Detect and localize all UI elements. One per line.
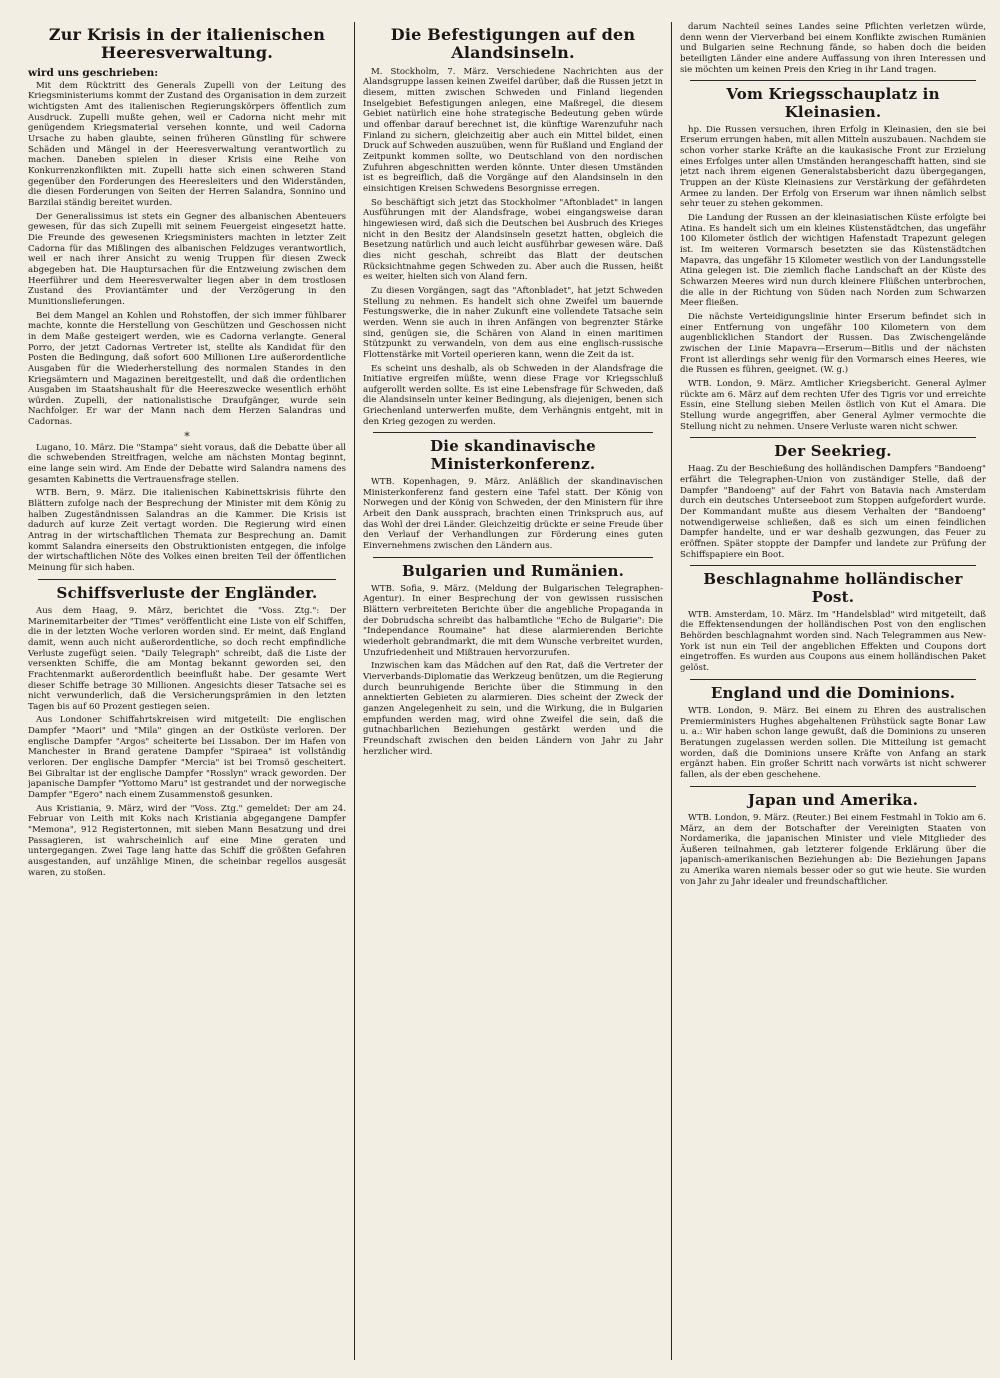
subline: wird uns geschrieben: <box>28 66 159 79</box>
article-paragraph: WTB. Sofia, 9. März. (Meldung der Bulgarischen Telegraphen-Agentur). In einer Besprechung der von gewissen russischen Blättern verbreiteten Berichte über die angebliche Propaganda in der Dobrudscha schreibt das halbamtliche "Echo de Bulgarie": Die "Independance Roumaine" hat diese alarmierenden Berichte wiederholt gebrandmarkt, die mit dem Wunsche verbreitet wurden, Unzufriedenheit und Mißtrauen hervorzurufen. <box>363 583 663 658</box>
article-paragraph: WTB. Bern, 9. März. Die italienischen Kabinettskrisis führte den Blättern zufolge nach der Besprechung der Minister mit dem König zu halben Zugeständnissen Salandras an die Kammer. Die Krisis ist dadurch auf kurze Zeit vertagt worden. Die Regierung wird einen Antrag in der wirtschaftlichen Themata zur Besprechung an. Damit kommt Salandra einerseits den Obstruktionisten entgegen, die infolge der wirtschaftlichen Nöte des Volkes einen breiten Teil der öffentlichen Meinung für sich haben. <box>28 488 346 573</box>
article-paragraph: darum Nachteil seines Landes seine Pflichten verletzen würde, denn wenn der Vierverband bei einem Konflikte zwischen Rumänien und Bulgarien seine Rechnung fände, so haben doch die beiden beteiligten Länder eine andere Auffassung von ihren Interessen und sie möchten um keinen Preis den Krieg in ihr Land tragen. <box>680 22 986 75</box>
divider <box>373 557 653 558</box>
article-paragraph: Mit dem Rücktritt des Generals Zupelli von der Leitung des Kriegsministeriums kommt der Zustand des Organisation in dem zurzeit wichtigsten Amt des italienischen Regierungskörpers öffentlich zum Ausdruck. Zupelli mußte gehen, weil er Cadorna nicht mehr mit genügendem Kriegsmaterial versehen konnte, und weil Cadorna Ursache zu haben glaubte, seinen früheren Günstling für schwere Schäden und Mängel in der Heeresverwaltung verantwortlich zu machen. Daneben spielen in dieser Krisis eine Reihe von Konkurrenzkonflikten mit. Zupelli hatte sich einen schweren Stand gegenüber den Forderungen des Heeresleiters und den Widerständen, die diesen Forderungen von Seiten der Herren Salandra, Sonnino und Barzilai ständig bereitet wurden. <box>28 80 346 208</box>
article-paragraph: Aus Kristiania, 9. März, wird der "Voss. Ztg." gemeldet: Der am 24. Februar von Leith mit Koks nach Kristiania abgegangene Dampfer "Memona", 912 Registertonnen, mit sieben Mann Besatzung und drei Passagieren, ist wahrscheinlich auf eine Mine geraten und untergegangen. Zwei Tage lang hatte das Schiff die größten Gefahren ausgestanden, auf unzählige Minen, die scheinbar regellos ausgesät waren, zu stoßen. <box>28 803 346 878</box>
headline-ship-losses: Schiffsverluste der Engländer. <box>56 583 318 602</box>
article-paragraph: Aus dem Haag, 9. März, berichtet die "Voss. Ztg.": Der Marinemitarbeiter der "Times" veröffentlicht eine Liste von elf Schiffen, die in der letzten Woche verloren worden sind. Er meint, daß England damit, wenn auch nicht außerordentliche, so doch recht empfindliche Verluste zugefügt seien. "Daily Telegraph" schreibt, daß die Liste der versenkten Schiffe, die am Montag bekannt geworden sei, den Frachtenmarkt außerordentlich beeinflußt habe. Der gesamte Wert dieser Schiffe betrage 30 Millionen. Angesichts dieser Tatsache sei es nicht verwunderlich, daß die Versicherungsprämien in den letzten Tagen bis auf 60 Prozent gestiegen seien. <box>28 605 346 712</box>
headline-scandinavian-conference: Die skandinavische Ministerkonferenz. <box>430 437 596 473</box>
article-paragraph: Bei dem Mangel an Kohlen und Rohstoffen, der sich immer fühlbarer machte, konnte die Herstellung von Geschützen und Geschossen nicht in dem Maße gesteigert werden, wie es Cadorna verlangte. General Porro, der jetzt Cadornas Vertreter ist, stellte als Kandidat für den Posten die Bedingung, daß sofort 600 Millionen Lire außerordentliche Ausgaben für die Wiederherstellung des normalen Standes in den Kriegsämtern und Magazinen bereitgestellt, und daß die ordentlichen Ausgaben im Staatshaushalt für die Heereszwecke wesentlich erhöht würden. Zupelli, der nationalistische Draufgänger, wurde sein Nachfolger. Er war der Mann nach dem Herzen Salandras und Cadornas. <box>28 310 346 428</box>
headline-japan-america: Japan und Amerika. <box>747 790 919 809</box>
column-grid <box>28 22 986 1360</box>
divider <box>690 437 976 438</box>
headline-aland-fortifications: Die Befestigungen auf den Alandsinseln. <box>390 25 636 63</box>
headline-naval-war: Der Seekrieg. <box>774 442 892 461</box>
headline-asia-minor: Vom Kriegsschauplatz in Kleinasien. <box>726 85 940 121</box>
column-right <box>680 22 986 1360</box>
headline-dutch-mail: Beschlagnahme holländischer Post. <box>703 570 963 606</box>
article-paragraph: Der Generalissimus ist stets ein Gegner des albanischen Abenteuers gewesen, für das sich Zupelli mit seinem Feuergeist eingesetzt hatte. Die Freunde des gewesenen Kriegsministers machten in letzter Zeit Cadorna für das Mißlingen des albanischen Feldzuges verantwortlich, weil er nach ihrer Ansicht zu wenig Truppen für diesen Zweck abgegeben hat. Die Hauptursachen für die Entzweiung zwischen dem Heerführer und dem Heeresverwalter liegen aber in dem trostlosen Zustand des Proviantämter und der Verzögerung in den Munitionslieferungen. <box>28 211 346 307</box>
article-paragraph: Die Landung der Russen an der kleinasiatischen Küste erfolgte bei Atina. Es handelt sich um ein kleines Küstenstädtchen, das ungefähr 100 Kilometer östlich der wichtigen Hafenstadt Trapezunt gelegen ist. Im weiteren Vormarsch besetzten sie das Küstenstädtchen Mapavra, das ungefähr 15 Kilometer westlich von der Landungsstelle Atina gelegen ist. Die ziemlich flache Landschaft an der Küste des Schwarzen Meeres wird nun durch kleinere Flüßchen unterbrochen, die alle in der Richtung von Süden nach Norden zum Schwarzen Meer fließen. <box>680 213 986 309</box>
article-paragraph: Zu diesen Vorgängen, sagt das "Aftonbladet", hat jetzt Schweden Stellung zu nehmen. Es handelt sich ohne Zweifel um bauernde Festungswerke, die in naher Zukunft eine vollendete Tatsache sein werden. Wenn sie auch in ihren Anfängen von begrenzter Stärke sind, genügen sie, die Schären von Aland in einen maritimen Stützpunkt zu verwandeln, von dem aus eine englisch-russische Flottenstärke mit Vorteil operieren kann, wenn die Zeit da ist. <box>363 285 663 360</box>
article-paragraph: Inzwischen kam das Mädchen auf den Rat, daß die Vertreter der Vierverbands-Diplomatie das Werkzeug benützen, um die Regierung durch beunruhigende Berichte über die Stimmung in den annektierten Gebieten zu alarmieren. Dies scheint der Zweck der ganzen Angelegenheit zu sein, und die Wirkung, die in Bulgarien empfunden werden mag, wird ohne Zweifel die sein, daß die gutnachbarlichen Beziehungen gestärkt werden und die Freundschaft zwischen den beiden Ländern von Jahr zu Jahr herzlicher wird. <box>363 661 663 757</box>
article-paragraph: WTB. London, 9. März. Bei einem zu Ehren des australischen Premierministers Hughes abgehaltenen Frühstück sagte Bonar Law u. a.: Wir haben schon lange gewußt, daß die Dominions zu unseren Beratungen zugelassen werden sollen. Die Mitteilung ist gemacht worden, daß die Dominions unsere Kräfte von Anfang an stark ergänzt haben. Ein großer Schritt nach vorwärts ist nicht schwerer fallen, als der eben geschehene. <box>680 706 986 780</box>
divider <box>690 565 976 566</box>
headline-england-dominions: England und die Dominions. <box>710 683 956 702</box>
article-paragraph: WTB. Amsterdam, 10. März. Im "Handelsblad" wird mitgeteilt, daß die Effektensendungen der holländischen Post von den englischen Behörden beschlagnahmt worden sind. Nach Telegrammen aus New-York ist nun ein Teil der angeblichen Effekten und Coupons dort eingetroffen. Es wurden aus Coupons aus einem holländischen Paket gelöst. <box>680 609 986 674</box>
divider <box>690 786 976 787</box>
separator-asterisk: * <box>184 429 190 443</box>
article-paragraph: hp. Die Russen versuchen, ihren Erfolg in Kleinasien, den sie bei Erserum errungen haben, mit allen Mitteln auszubauen. Nachdem sie schon vorher starke Kräfte an die kaukasische Front zur Erzielung eines Erfolges unter allen Umständen herangeschafft hatten, sind sie jetzt nach ihrem eigenen Generalstabsbericht dazu übergegangen, Truppen an der Küste Kleinasiens zur Verstärkung der gefährdeten Armee zu landen. Der Erfolg von Erserum war ihnen nämlich selbst sehr teuer zu stehen gekommen. <box>680 124 986 210</box>
article-paragraph: Es scheint uns deshalb, als ob Schweden in der Alandsfrage die Initiative ergreifen müßte, wenn diese Frage vor Kriegsschluß aufgerollt werden sollte. Es ist eine Lebensfrage für Schweden, daß die Alandsinseln unter keiner Bedingung, als diejenigen, benen sich Griechenland unterwerfen mußte, dem Verhängnis entgeht, mit in den Krieg gezogen zu werden. <box>363 363 663 427</box>
divider <box>38 579 336 580</box>
article-paragraph: So beschäftigt sich jetzt das Stockholmer "Aftonbladet" in langen Ausführungen mit der Alandsfrage, wobei eingangsweise daran hingewiesen wird, daß sich die Deutschen bei Ausbruch des Krieges nicht in den Besitz der Alandsinseln gesetzt hatten, obgleich die Besetzung natürlich und auch leicht ausführbar gewesen wäre. Daß dies nicht geschah, schreibt das Blatt der deutschen Rücksichtnahme gegen Schweden zu. Aber auch die Russen, heißt es weiter, hielten sich von Aland fern. <box>363 197 663 283</box>
column-rule <box>671 22 672 1360</box>
divider <box>373 432 653 433</box>
headline-italian-crisis: Zur Krisis in der italienischen Heeresverwaltung. <box>48 25 326 63</box>
article-paragraph: WTB. London, 9. März. (Reuter.) Bei einem Festmahl in Tokio am 6. März, an dem der Botschafter der Vereinigten Staaten von Nordamerika, die japanischen Minister und viele Mitglieder des Äußeren teilnahmen, gab letzterer folgende Erklärung über die japanisch-amerikanischen Beziehungen ab: Die Beziehungen Japans zu Amerika waren niemals besser oder so gut wie heute. Sie wurden von Jahr zu Jahr idealer und freundschaftlicher. <box>680 812 986 887</box>
column-middle <box>363 22 663 1360</box>
article-paragraph: Lugano, 10. März. Die "Stampa" sieht voraus, daß die Debatte über all die schwebenden Streitfragen, welche am nächsten Montag beginnt, eine lange sein wird. Am Ende der Debatte wird Salandra namens des gesamten Kabinetts die Vertrauensfrage stellen. <box>28 442 346 485</box>
article-paragraph: WTB. Kopenhagen, 9. März. Anläßlich der skandinavischen Ministerkonferenz fand gestern eine Tafel statt. Der König von Norwegen und der König von Schweden, der den Ministern für ihre Arbeit den Dank aussprach, brachten einen Trinkspruch aus, auf das Wohl der drei Länder. Gleichzeitig drückte er seine Freude über den Verlauf der Verhandlungen zur Förderung eines guten Einvernehmens zwischen den Ländern aus. <box>363 476 663 551</box>
headline-bulgaria-romania: Bulgarien und Rumänien. <box>401 561 625 580</box>
column-left <box>28 22 346 1360</box>
article-paragraph: Haag. Zu der Beschießung des holländischen Dampfers "Bandoeng" erfährt die Telegraphen-Union von zuständiger Stelle, daß der Dampfer "Bandoeng" auf der Fahrt von Batavia nach Amsterdam durch ein deutsches Unterseeboot zum Stoppen aufgefordert wurde. Der Kommandant mußte aus diesem Verhalten der "Bandoeng" notwendigerweise schließen, daß es sich um einen feindlichen Dampfer handelte, und er war deshalb gezwungen, das Feuer zu eröffnen. Später stoppte der Dampfer und landete zur Prüfung der Schiffspapiere ein Boot. <box>680 464 986 560</box>
column-rule <box>354 22 355 1360</box>
divider <box>690 80 976 81</box>
article-paragraph: M. Stockholm, 7. März. Verschiedene Nachrichten aus der Alandsgruppe lassen keinen Zweifel darüber, daß die Russen jetzt in diesem, mitten zwischen Schweden und Finland liegenden Inselgebiet Befestigungen anlegen, eine Maßregel, die diesem Gebiet natürlich eine hohe strategische Bedeutung geben würde und offenbar darauf berechnet ist, die künftige Warenzufuhr nach Finland zu sichern, gleichzeitig aber auch ein Mittel bildet, einen Druck auf Schweden auszuüben, wenn für Rußland und England der Zeitpunkt kommen sollte, wo Deutschland von den nordischen Zufuhren abgeschnitten werden könnte. Unter diesen Umständen ist es begreiflich, daß die Vorgänge auf den Alandsinseln in den einsichtigen Kreisen Schwedens Besorgnisse erregen. <box>363 66 663 194</box>
article-paragraph: Die nächste Verteidigungslinie hinter Erserum befindet sich in einer Entfernung von ungefähr 100 Kilometern von dem augenblicklichen Standort der Russen. Das Zwischengelände zwischen der Linie Mapavra—Erserum—Bitlis und der nächsten Front ist allerdings sehr wenig für den Vormarsch eines Heeres, wie die Russen es führen, geeignet. (W. g.) <box>680 311 986 376</box>
divider <box>690 679 976 680</box>
article-paragraph: WTB. London, 9. März. Amtlicher Kriegsbericht. General Aylmer rückte am 6. März auf dem rechten Ufer des Tigris vor und erreichte Essin, eine Stellung sieben Meilen östlich von Kut el Amara. Die Stellung wurde angegriffen, aber General Aylmer vermochte die Stellung nicht zu nehmen. Unsere Verluste waren nicht schwer. <box>680 378 986 432</box>
article-paragraph: Aus Londoner Schiffahrtskreisen wird mitgeteilt: Die englischen Dampfer "Maori" und "Mila" gingen an der Ostküste verloren. Der englische Dampfer "Argos" scheiterte bei Lissabon. Der im Hafen von Manchester in Brand geratene Dampfer "Spiraea" ist vollständig verloren. Der englische Dampfer "Mercia" ist bei Tromsö gescheitert. Bei Gibraltar ist der englische Dampfer "Rosslyn" wrack geworden. Der japanische Dampfer "Yottomo Maru" ist gestrandet und der norwegische Dampfer "Egero" nach einem Zusammenstoß gesunken. <box>28 715 346 801</box>
